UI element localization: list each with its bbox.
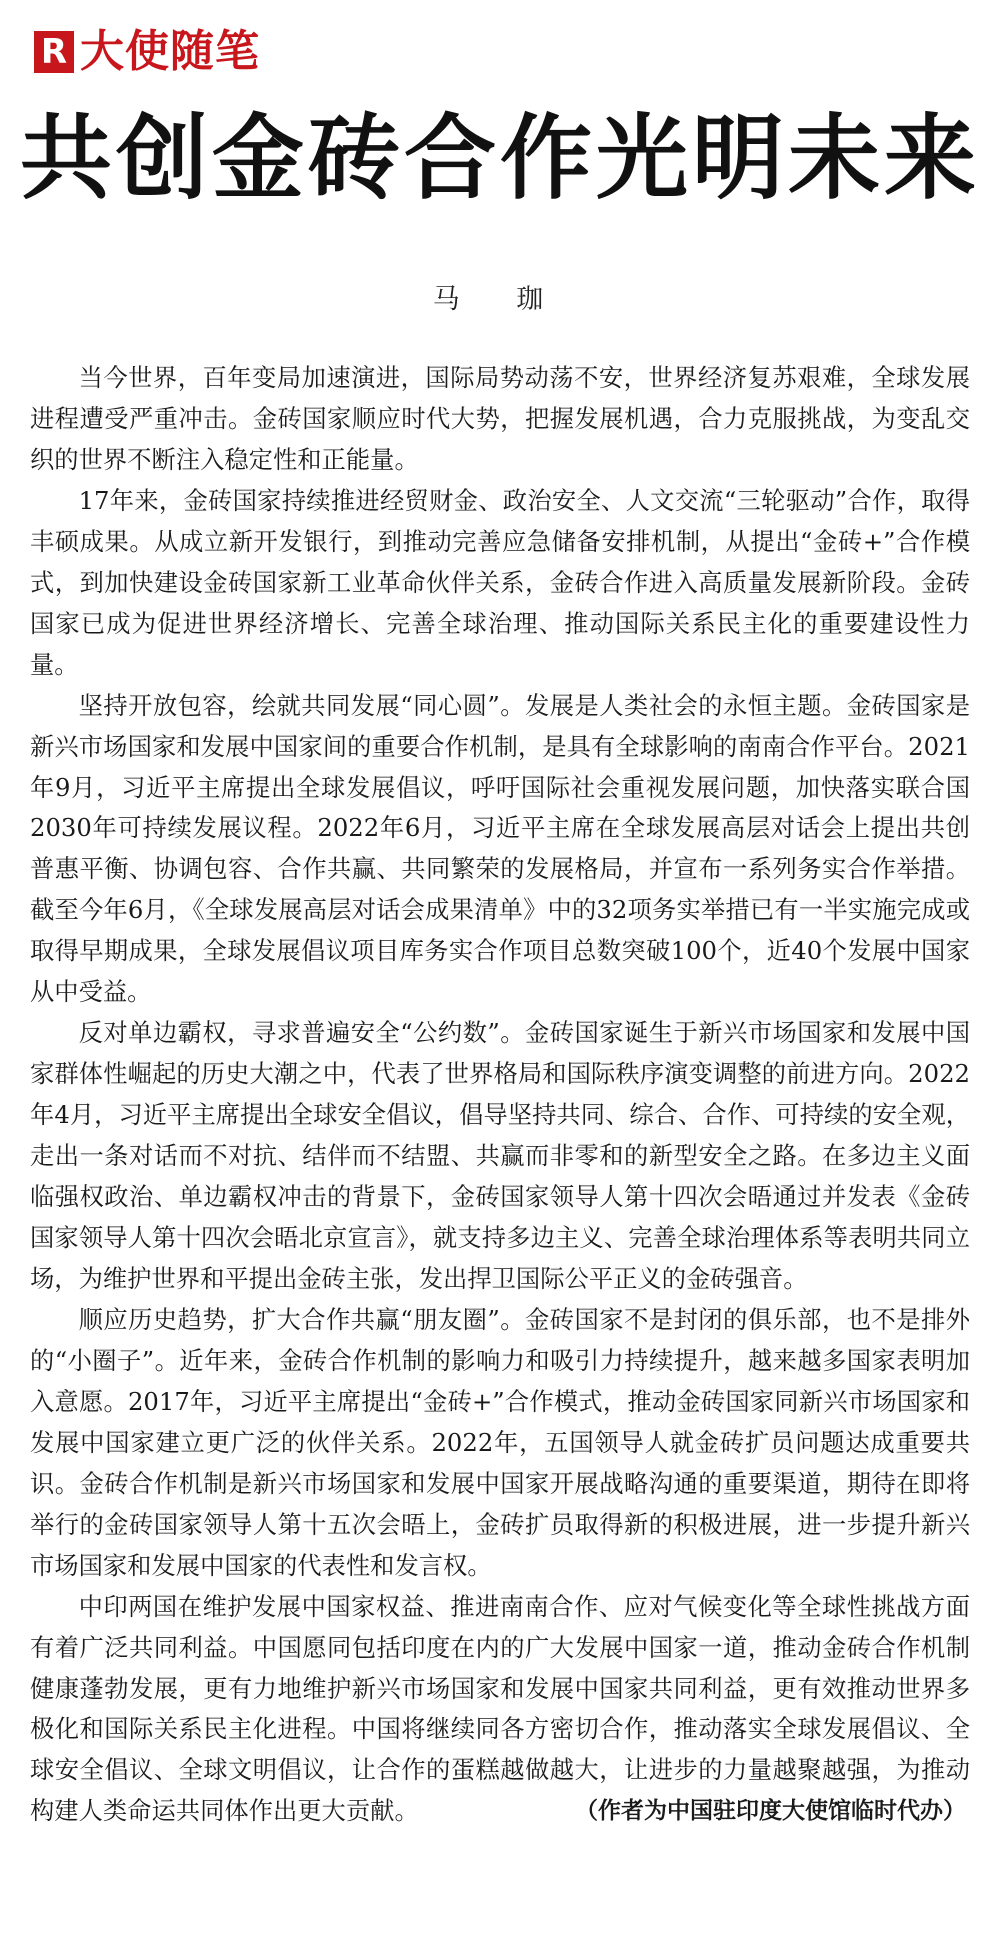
article-paragraph: 顺应历史趋势，扩大合作共赢“朋友圈”。金砖国家不是封闭的俱乐部，也不是排外的“小圈子”。近年来，金砖合作机制的影响力和吸引力持续提升，越来越多国家表明加入意愿。2017年，习近平主席提出“金砖+”合作模式，推动金砖国家同新兴市场国家和发展中国家建立更广泛的伙伴关系。2022年，五国领导人就金砖扩员问题达成重要共识。金砖合作机制是新兴市场国家和发展中国家开展战略沟通的重要渠道，期待在即将举行的金砖国家领导人第十五次会晤上，金砖扩员取得新的积极进展，进一步提升新兴市场国家和发展中国家的代表性和发言权。	[30, 1304, 970, 1580]
headline: 共创金砖合作光明未来	[19, 105, 980, 212]
article-paragraph: 中印两国在维护发展中国家权益、推进南南合作、应对气候变化等全球性挑战方面有着广泛共同利益。中国愿同包括印度在内的广大发展中国家一道，推动金砖合作机制健康蓬勃发展，更有力地维护新兴市场国家和发展中国家共同利益，更有效推动世界多极化和国际关系民主化进程。中国将继续同各方密切合作，推动落实全球发展倡议、全球安全倡议、全球文明倡议，让合作的蛋糕越做越大，让进步的力量越聚越强，为推动构建人类命运共同体作出更大贡献。	[30, 1591, 970, 1826]
author-note: （作者为中国驻印度大使馆临时代办）	[575, 1798, 966, 1825]
article-paragraph: 17年来，金砖国家持续推进经贸财金、政治安全、人文交流“三轮驱动”合作，取得丰硕成果。从成立新开发银行，到推动完善应急储备安排机制，从提出“金砖+”合作模式，到加快建设金砖国家新工业革命伙伴关系，金砖合作进入高质量发展新阶段。金砖国家已成为促进世界经济增长、完善全球治理、推动国际关系民主化的重要建设性力量。	[30, 485, 970, 679]
column-name: 大使随笔	[80, 26, 260, 77]
column-header	[34, 26, 260, 78]
article-paragraph: 反对单边霸权，寻求普遍安全“公约数”。金砖国家诞生于新兴市场国家和发展中国家群体性崛起的历史大潮之中，代表了世界格局和国际秩序演变调整的前进方向。2022年4月，习近平主席提出全球安全倡议，倡导坚持共同、综合、合作、可持续的安全观，走出一条对话而不对抗、结伴而不结盟、共赢而非零和的新型安全之路。在多边主义面临强权政治、单边霸权冲击的背景下，金砖国家领导人第十四次会晤通过并发表《金砖国家领导人第十四次会晤北京宣言》，就支持多边主义、完善全球治理体系等表明共同立场，为维护世界和平提出金砖主张，发出捍卫国际公平正义的金砖强音。	[30, 1018, 970, 1293]
article-body	[30, 358, 970, 1832]
byline: 马 珈	[432, 284, 568, 315]
article-paragraph: 当今世界，百年变局加速演进，国际局势动荡不安，世界经济复苏艰难，全球发展进程遭受严重冲击。金砖国家顺应时代大势，把握发展机遇，合力克服挑战，为变乱交织的世界不断注入稳定性和正能量。	[30, 363, 970, 474]
column-logo: R	[34, 31, 74, 73]
article-paragraph: 坚持开放包容，绘就共同发展“同心圆”。发展是人类社会的永恒主题。金砖国家是新兴市场国家和发展中国家间的重要合作机制，是具有全球影响的南南合作平台。2021年9月，习近平主席提出全球发展倡议，呼吁国际社会重视发展问题，加快落实联合国2030年可持续发展议程。2022年6月，习近平主席在全球发展高层对话会上提出共创普惠平衡、协调包容、合作共赢、共同繁荣的发展格局，并宣布一系列务实合作举措。截至今年6月，《全球发展高层对话会成果清单》中的32项务实举措已有一半实施完成或取得早期成果，全球发展倡议项目库务实合作项目总数突破100个，近40个发展中国家从中受益。	[30, 690, 970, 1007]
